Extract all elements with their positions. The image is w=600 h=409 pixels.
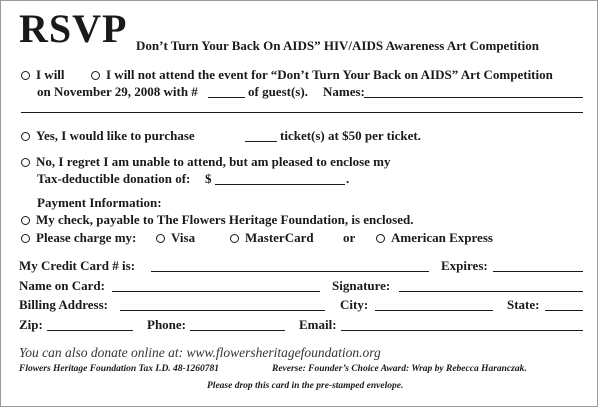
- donation-period: .: [346, 171, 350, 186]
- state-label: State:: [507, 297, 540, 312]
- check-label: My check, payable to The Flowers Heritage Foundation, is enclosed.: [36, 212, 414, 227]
- radio-purchase-icon[interactable]: [21, 132, 30, 141]
- attend-will-option[interactable]: [21, 67, 65, 83]
- expires-label: Expires:: [441, 258, 488, 273]
- donation-line-2: Tax-deductible donation of:: [37, 171, 191, 186]
- radio-will-not-icon[interactable]: [91, 71, 100, 80]
- signature-field[interactable]: [399, 291, 583, 292]
- name-on-card-field[interactable]: [112, 291, 320, 292]
- guests-suffix: of guest(s).: [248, 84, 308, 99]
- amex-option[interactable]: [376, 230, 493, 246]
- online-donation-note: You can also donate online at: www.flowersheritagefoundation.org: [19, 345, 381, 360]
- ticket-count-field[interactable]: [245, 141, 277, 142]
- email-label: Email:: [299, 317, 337, 332]
- radio-check-icon[interactable]: [21, 216, 30, 225]
- radio-charge-icon[interactable]: [21, 234, 30, 243]
- rsvp-heading: RSVP: [19, 6, 128, 51]
- charge-label: Please charge my:: [36, 230, 137, 245]
- tax-id-note: Flowers Heritage Foundation Tax I.D. 48-1260781: [19, 364, 219, 374]
- billing-address-label: Billing Address:: [19, 297, 108, 312]
- city-field[interactable]: [375, 310, 493, 311]
- phone-field[interactable]: [190, 330, 285, 331]
- check-option[interactable]: [21, 212, 413, 228]
- visa-label: Visa: [171, 230, 196, 245]
- or-label: or: [343, 230, 356, 245]
- name-on-card-label: Name on Card:: [19, 278, 105, 293]
- mastercard-label: MasterCard: [245, 230, 314, 245]
- zip-field[interactable]: [47, 330, 133, 331]
- radio-amex-icon[interactable]: [376, 234, 385, 243]
- purchase-prefix: Yes, I would like to purchase: [36, 128, 195, 143]
- will-not-label: I will not attend the event for “Don’t Turn Your Back on AIDS” Art Competition: [106, 67, 553, 82]
- names-field[interactable]: [364, 97, 583, 98]
- amex-label: American Express: [391, 230, 493, 245]
- phone-label: Phone:: [147, 317, 186, 332]
- donation-line-1: No, I regret I am unable to attend, but am pleased to enclose my: [36, 154, 391, 169]
- city-label: City:: [340, 297, 369, 312]
- names-field-line-2[interactable]: [21, 112, 583, 113]
- radio-visa-icon[interactable]: [156, 234, 165, 243]
- donation-amount-field[interactable]: [215, 184, 345, 185]
- date-line-label: on November 29, 2008 with #: [37, 84, 198, 99]
- expires-field[interactable]: [493, 271, 583, 272]
- radio-will-icon[interactable]: [21, 71, 30, 80]
- will-label: I will: [36, 67, 65, 82]
- state-field[interactable]: [545, 310, 583, 311]
- donation-dollar: $: [205, 171, 212, 186]
- billing-address-field[interactable]: [120, 310, 325, 311]
- donation-option[interactable]: [21, 154, 390, 170]
- drop-card-note: Please drop this card in the pre-stamped envelope.: [207, 381, 404, 391]
- reverse-credit-note: Reverse: Founder’s Choice Award: Wrap by Rebecca Haranczak.: [272, 364, 527, 374]
- guest-count-field[interactable]: [208, 97, 245, 98]
- radio-donation-icon[interactable]: [21, 158, 30, 167]
- mastercard-option[interactable]: [230, 230, 314, 246]
- purchase-option[interactable]: [21, 128, 195, 144]
- purchase-suffix: ticket(s) at $50 per ticket.: [280, 128, 421, 143]
- zip-label: Zip:: [19, 317, 43, 332]
- payment-heading: Payment Information:: [37, 195, 162, 210]
- charge-option[interactable]: [21, 230, 136, 246]
- names-label: Names:: [323, 84, 365, 99]
- card-number-label: My Credit Card # is:: [19, 258, 136, 273]
- event-title: Don’t Turn Your Back On AIDS” HIV/AIDS Awareness Art Competition: [136, 38, 539, 53]
- radio-mastercard-icon[interactable]: [230, 234, 239, 243]
- card-number-field[interactable]: [151, 271, 429, 272]
- signature-label: Signature:: [332, 278, 391, 293]
- email-field[interactable]: [341, 330, 583, 331]
- visa-option[interactable]: [156, 230, 195, 246]
- attend-will-not-option[interactable]: [91, 67, 553, 83]
